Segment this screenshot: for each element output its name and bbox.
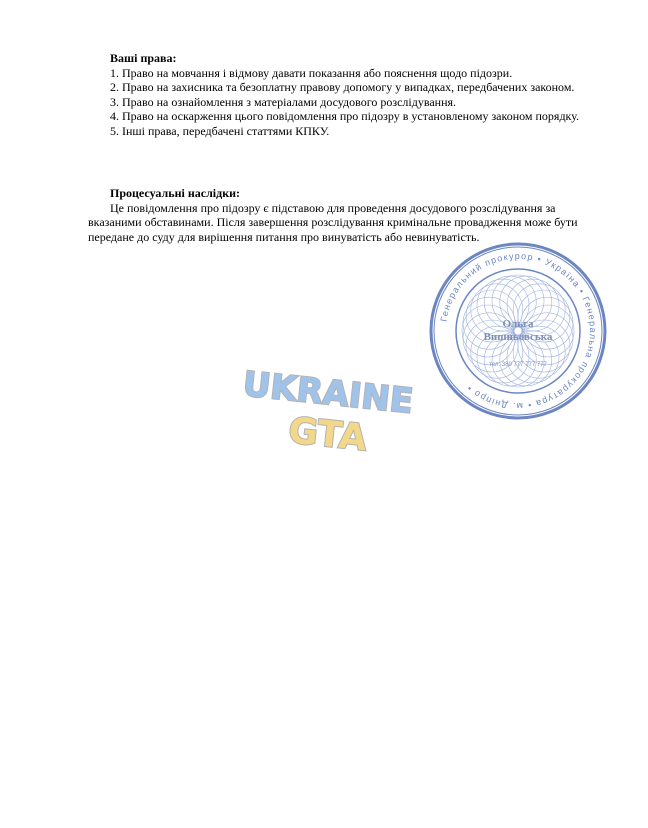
rights-section — [88, 51, 598, 138]
ukraine-gta-logo — [226, 362, 426, 462]
consequences-text: Це повідомлення про підозру є підставою для проведення досудового розслідування за вказаними обставинами. Після завершення розслідування кримінальне провадження може бути передане до суду для вирішення питання про винуватість або невинуватість. — [88, 200, 578, 244]
consequences-section — [88, 186, 598, 244]
rights-item: 4. Право на оскарження цього повідомлення про підозру в установленому законом порядку. — [110, 109, 580, 123]
stamp-name-line1: Ольга — [502, 318, 534, 330]
logo-line1: UKRAINE — [240, 364, 415, 422]
stamp-phone: тел. 380 777 777 777 — [489, 362, 547, 368]
official-stamp — [428, 241, 608, 421]
rights-item: 1. Право на мовчання і відмову давати показання або пояснення щодо підозри. — [110, 65, 513, 80]
logo-line2: GTA — [286, 410, 369, 460]
rights-item: 3. Право на ознайомлення з матеріалами досудового розслідування. — [110, 94, 457, 109]
stamp-ring-text: Генеральний прокурор • Україна • Генеральна прокуратура • м. Дніпро • — [438, 250, 599, 412]
rights-item: 2. Право на захисника та безоплатну правову допомогу у випадках, передбачених законом. — [110, 80, 575, 94]
rights-title: Ваші права: — [110, 51, 177, 65]
rights-item: 5. Інші права, передбачені статтями КПКУ. — [110, 123, 330, 138]
consequences-title: Процесуальні наслідки: — [110, 186, 241, 200]
stamp-name-line2: Вишньовська — [483, 331, 553, 343]
